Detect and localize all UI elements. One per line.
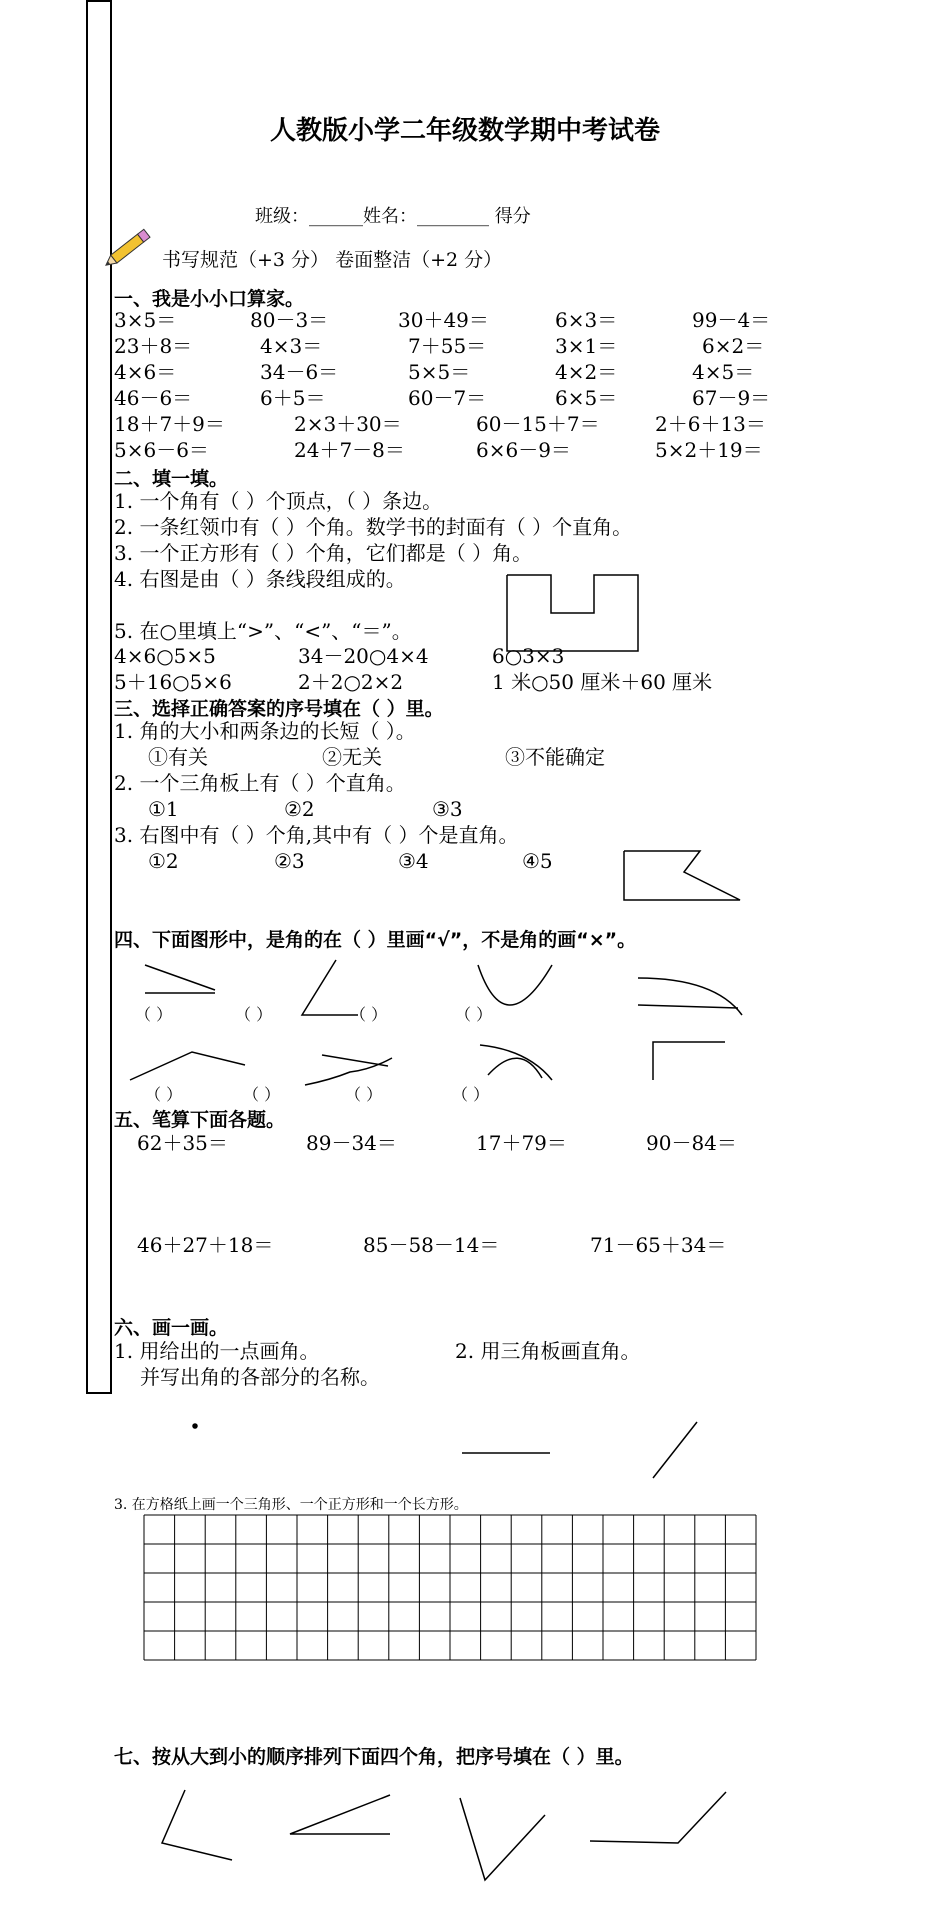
fill-q5: 5. 在○里填上“>”、“<”、“＝”。: [114, 619, 412, 643]
angle-shape: [305, 1058, 392, 1085]
section-1-heading: 一、我是小小口算家。: [114, 288, 305, 310]
calc-item: 6×6－9＝: [476, 438, 571, 462]
section-5-heading: 五、笔算下面各题。: [114, 1109, 286, 1131]
angle-shape: [638, 978, 742, 1015]
answer-paren: （ ）: [145, 1085, 183, 1104]
given-segment: [653, 1422, 697, 1478]
section-7-heading: 七、按从大到小的顺序排列下面四个角，把序号填在（ ）里。: [114, 1746, 634, 1768]
order-angle-4: [590, 1792, 726, 1843]
neatness-bonus: 书写规范（+3 分） 卷面整洁（+2 分）: [162, 249, 503, 271]
angle-shape: [130, 1052, 245, 1080]
calc-item: 30＋49＝: [398, 308, 489, 332]
answer-paren: （ ）: [350, 1005, 388, 1024]
calc-item: 60－15＋7＝: [476, 412, 600, 436]
compare-item: 5＋16○5×6: [114, 670, 232, 694]
section-2-heading: 二、填一填。: [114, 468, 229, 490]
calc-item: 34－6＝: [260, 360, 339, 384]
section-6-heading: 六、画一画。: [114, 1317, 229, 1339]
calc-item: 18＋7＋9＝: [114, 412, 225, 436]
calc-item: 46－6＝: [114, 386, 193, 410]
fill-q2: 2. 一条红领巾有（ ）个角。数学书的封面有（ ）个直角。: [114, 515, 633, 539]
calc-item: 6×2＝: [702, 334, 765, 358]
calc-item: 60－7＝: [408, 386, 487, 410]
angle-shape: [653, 1042, 725, 1080]
written-calc: 17＋79＝: [476, 1131, 567, 1155]
answer-paren: （ ）: [235, 1005, 273, 1024]
choice-option: ④5: [522, 849, 553, 873]
written-calc: 89－34＝: [306, 1131, 397, 1155]
angle-shape: [322, 1055, 388, 1066]
calc-item: 67－9＝: [692, 386, 771, 410]
compare-item: 4×6○5×5: [114, 644, 216, 668]
choice-q3: 3. 右图中有（ ）个角,其中有（ ）个是直角。: [114, 823, 519, 847]
angle-shape: [488, 1058, 542, 1078]
draw-q3: 3. 在方格纸上画一个三角形、一个正方形和一个长方形。: [114, 1497, 468, 1513]
written-calc: 90－84＝: [646, 1131, 737, 1155]
segment-figure: [507, 575, 638, 651]
calc-item: 4×6＝: [114, 360, 177, 384]
calc-item: 6×5＝: [555, 386, 618, 410]
binding-margin-bar: [86, 0, 112, 1394]
fill-q4: 4. 右图是由（ ）条线段组成的。: [114, 567, 406, 591]
given-point: [193, 1424, 197, 1428]
choice-option: ③4: [398, 849, 429, 873]
angle-shape: [638, 1005, 738, 1008]
compare-item: 34－20○4×4: [298, 644, 429, 668]
answer-paren: （ ）: [345, 1085, 383, 1104]
calc-item: 2＋6＋13＝: [655, 412, 766, 436]
choice-option: ①1: [148, 797, 179, 821]
calc-item: 4×2＝: [555, 360, 618, 384]
choice-q2: 2. 一个三角板上有（ ）个直角。: [114, 771, 406, 795]
compare-item: 2＋2○2×2: [298, 670, 404, 694]
calc-item: 23＋8＝: [114, 334, 193, 358]
calc-item: 3×5＝: [114, 308, 177, 332]
draw-q1-sub: 并写出角的各部分的名称。: [140, 1365, 380, 1389]
compare-item: 6○3×3: [492, 644, 565, 668]
angle-shape: [480, 1045, 552, 1080]
choice-q1: 1. 角的大小和两条边的长短（ ）。: [114, 719, 416, 743]
calc-item: 7＋55＝: [408, 334, 487, 358]
choice-option: ②2: [284, 797, 315, 821]
calc-item: 6＋5＝: [260, 386, 326, 410]
calc-item: 5×6－6＝: [114, 438, 209, 462]
calc-item: 5×2＋19＝: [655, 438, 763, 462]
fill-q3: 3. 一个正方形有（ ）个角，它们都是（ ）角。: [114, 541, 533, 565]
compare-item: 1 米○50 厘米＋60 厘米: [492, 670, 713, 694]
choice-option: ①2: [148, 849, 179, 873]
calc-item: 5×5＝: [408, 360, 471, 384]
fill-q1: 1. 一个角有（ ）个顶点，（ ）条边。: [114, 489, 443, 513]
written-calc: 71－65＋34＝: [590, 1233, 727, 1257]
answer-paren: （ ）: [452, 1085, 490, 1104]
order-angle-1: [162, 1790, 232, 1860]
calc-item: 6×3＝: [555, 308, 618, 332]
calc-item: 3×1＝: [555, 334, 618, 358]
draw-q1: 1. 用给出的一点画角。: [114, 1339, 320, 1363]
calc-item: 80－3＝: [250, 308, 329, 332]
draw-q2: 2. 用三角板画直角。: [455, 1339, 641, 1363]
choice-option: ②无关: [322, 745, 382, 769]
angle-count-figure: [624, 851, 740, 900]
section-4-heading: 四、下面图形中，是角的在（ ）里画“√”，不是角的画“×”。: [114, 929, 637, 951]
written-calc: 85－58－14＝: [363, 1233, 500, 1257]
choice-option: ②3: [274, 849, 305, 873]
written-calc: 62＋35＝: [137, 1131, 228, 1155]
calc-item: 4×5＝: [692, 360, 755, 384]
choice-option: ③不能确定: [505, 745, 605, 769]
choice-option: ①有关: [148, 745, 208, 769]
angle-shape: [478, 965, 552, 1005]
grid-paper: [144, 1515, 756, 1660]
calc-item: 99－4＝: [692, 308, 771, 332]
order-angle-2: [290, 1795, 390, 1834]
written-calc: 46＋27＋18＝: [137, 1233, 274, 1257]
calc-item: 2×3＋30＝: [294, 412, 402, 436]
section-3-heading: 三、选择正确答案的序号填在（ ）里。: [114, 698, 444, 720]
answer-paren: （ ）: [243, 1085, 281, 1104]
calc-item: 4×3＝: [260, 334, 323, 358]
order-angle-3: [460, 1798, 545, 1880]
class-name-score-line: 班级：______姓名：________ 得分: [255, 206, 531, 227]
choice-option: ③3: [432, 797, 463, 821]
angle-shape: [145, 965, 215, 990]
page-title: 人教版小学二年级数学期中考试卷: [270, 116, 661, 146]
answer-paren: （ ）: [135, 1005, 173, 1024]
answer-paren: （ ）: [455, 1005, 493, 1024]
calc-item: 24＋7－8＝: [294, 438, 405, 462]
